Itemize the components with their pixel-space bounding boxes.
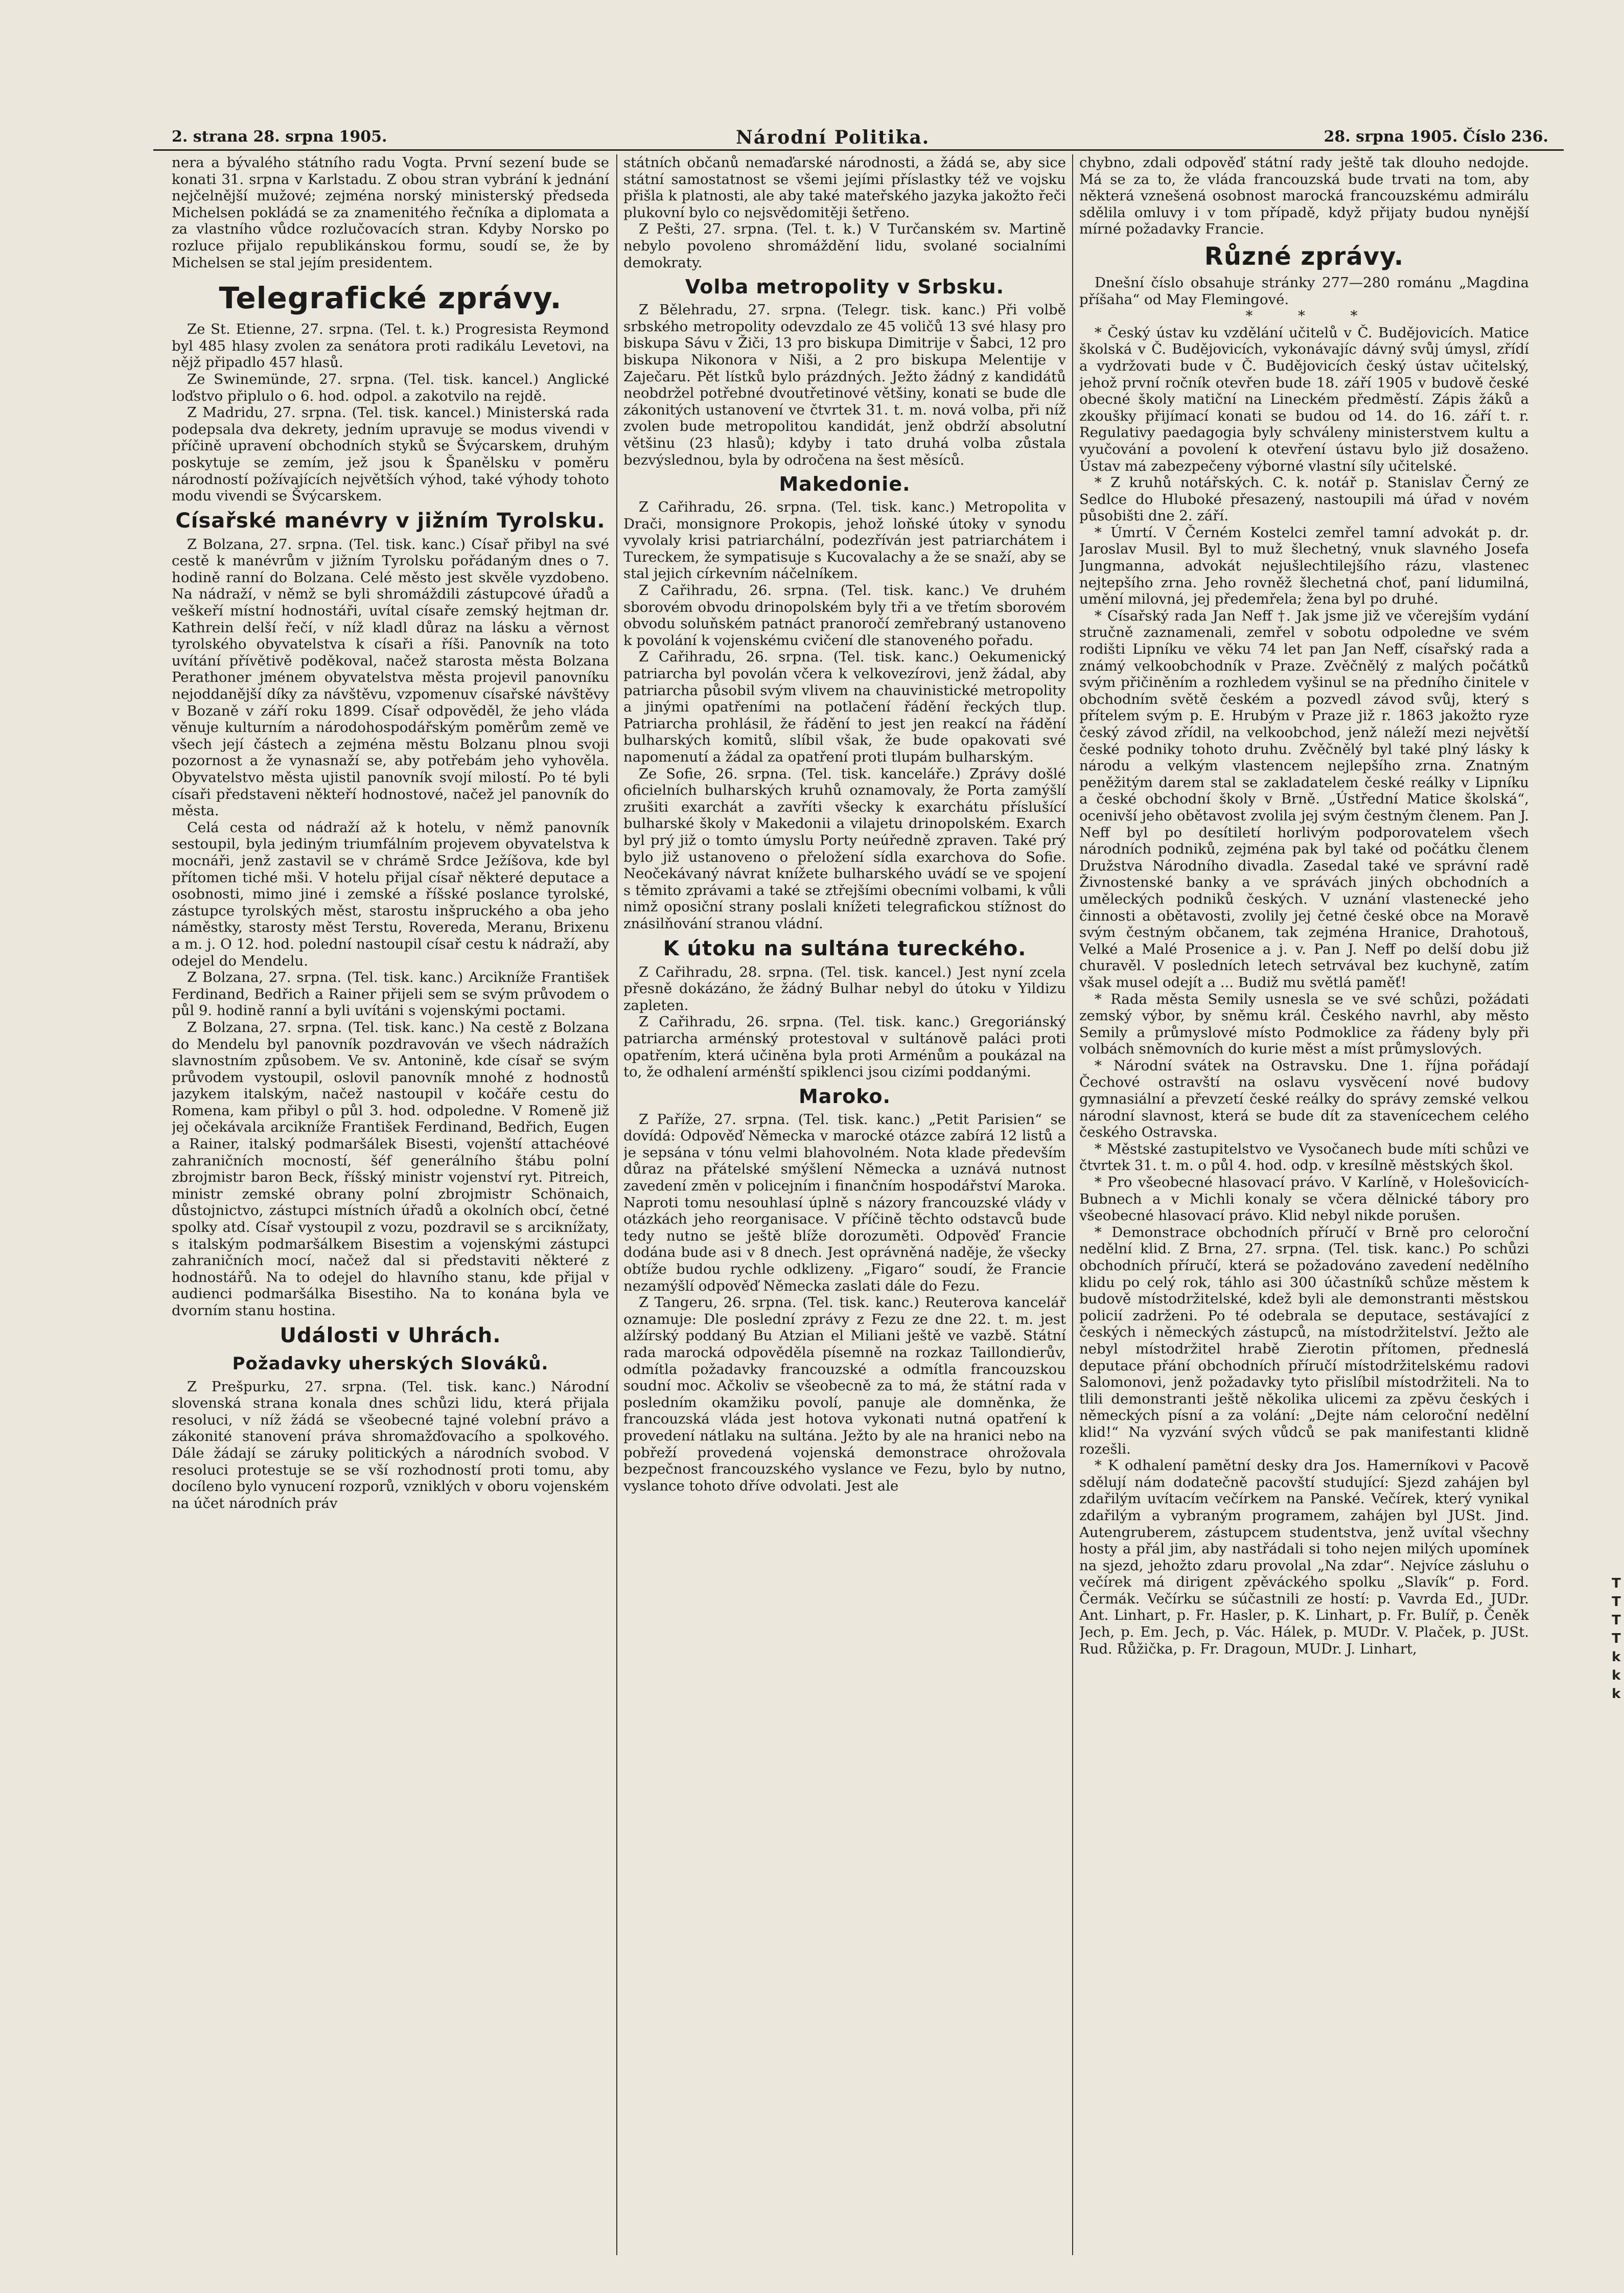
page-label: 2. strana 28. srpna 1905.	[172, 128, 387, 146]
section-heading: Události v Uhrách.	[280, 1323, 501, 1347]
article-text: Ze Swinemünde, 27. srpna. (Tel. tisk. kancel.) Anglické loďstvo připlulo o 6. hod. odpol. a zakotvilo na rejdě.	[172, 371, 609, 404]
separator-asterisks: * * *	[1245, 308, 1378, 325]
masthead: Národní Politika.	[736, 127, 930, 148]
article-text: * K odhalení pamětní desky dra Jos. Hamerníkovi v Pacově sdělují nám dodatečně pacovští studující: Sjezd zahájen byl zdařilým uvítacím večírkem na Panské. Večírek, který vynikal zdařilým a vybraným programem, zahájen byl JUSt. Jind. Autengruberem, zástupcem studentstva, jenž uvítal všechny hosty a přál jim, aby nastřádali si toho nejen milých upomínek na sjezd, jehožto zdaru provolal „Na zdar“. Nejvíce zásluhu o večírek má dirigent zpěváckého spolku „Slavík“ p. Ford. Čermák. Večírku se súčastnili ze hostí: p. Vavrda Ed., JUDr. Ant. Linhart, p. Fr. Hasler, p. K. Linhart, p. Fr. Bulíř, p. Čeněk Jech, p. Em. Jech, p. Vác. Hálek, p. MUDr. V. Plaček, p. JUSt. Rud. Růžička, p. Fr. Dragoun, MUDr. J. Linhart,	[1079, 1457, 1529, 1657]
article-text: Z Cařihradu, 28. srpna. (Tel. tisk. kancel.) Jest nyní zcela přesně dokázáno, že žádný Bulhar nebyl do útoku v Yildizu zapleten.	[623, 964, 1066, 1014]
article-text: Z Bělehradu, 27. srpna. (Telegr. tisk. kanc.) Při volbě srbského metropolity odevzdalo ze 45 voličů 13 své hlasy pro biskupa Sávu v Žiči, 13 pro biskupa Dimitrije v Šabci, 12 pro biskupa Nikonora v Niši, a 2 pro biskupa Melentije v Zaječaru. Pět lístků bylo prázdných. Ježto žádný z kandidátů neobdržel potřebné dvoutřetinové většiny, konati se bude dle zákonitých ustanovení ve čtvrtek 31. t. m. nová volba, při níž zvolen bude metropolitou kandidát, jenž obdrží absolutní většinu (23 hlasů); kdyby i tato druhá volba zůstala bezvýslednou, byla by odročena na šest měsíců.	[623, 302, 1066, 468]
article-text: Ze Sofie, 26. srpna. (Tel. tisk. kanceláře.) Zprávy došlé oficielních bulharských kruhů oznamovaly, že Porta zamýšlí zrušiti exarchát a zavříti všecky k exarchátu příslušící bulharské školy v Makedonii a vilajetu drinopolském. Exarch byl prý již o tomto úmyslu Porty neúředně zpraven. Také prý bylo již ustanoveno o přeložení sídla exarchova do Sofie. Neočekávaný návrat knížete bulharského uvádí se ve spojení s těmito zprávami a také se ztřejšími obecními volbami, k vůli nimž oposiční strany poslali knížeti telegrafickou stížnost do znásilňování stranou vládní.	[623, 765, 1066, 932]
article-text: * Demonstrace obchodních příručí v Brně pro celoroční nedělní klid. Z Brna, 27. srpna. (Tel. tisk. kanc.) Po schůzi obchodních příručí, která se požadováno zavedení nedělního klidu po celý rok, táhlo asi 300 účastníků schůze městem k budově místodržitelské, kdež byli ale demonstranti městskou policií zadrženi. Po té odebrala se deputace, sestávající z českých i německých zástupců, na místodržitelství. Ježto ale nebyl místodržitel hrabě Zierotin přítomen, předneslá deputace přání obchodních příručí místodržitelskému radovi Salomonovi, jenž požadavky tyto přislíbil místodržiteli. Na to tlili demonstranti ještě několika ulicemi za zpěvu českých i německých písní a za volání: „Dejte nám celoroční nedělní klid!“ Na vyzvání svých vůdců se pak manifestanti klidně rozešli.	[1079, 1224, 1529, 1457]
article-text: nera a bývalého státního radu Vogta. První sezení bude se konati 31. srpna v Karlstadu. Z obou stran vybrání k jednání nejčelnější mužové; zejména norský ministerský předseda Michelsen pokládá se za znamenitého řečníka a diplomata a za vlastního vůdce rozlučovacích stran. Kdyby Norsko po rozluce přijalo republikánskou formu, soudí se, že by Michelsen se stal jejím presidentem.	[172, 154, 609, 271]
article-text: Z Cařihradu, 26. srpna. (Tel. tisk. kanc.) Metropolita v Drači, monsignore Prokopis, jehož loňské útoky v synodu vyvolaly krisi patriarchální, podezříván jest patriarchátem i Tureckem, že sympatisuje s Kucovalachy a že se snaží, aby se stal jejich církevním náčelníkem.	[623, 499, 1066, 582]
article-text: Z Cařihradu, 26. srpna. (Tel. tisk. kanc.) Oekumenický patriarcha byl povolán včera k velkovezírovi, jenž žádal, aby patriarcha působil svým vlivem na chauvinistické metropolity a jinými opatřeními na potlačení řádění řeckých tlup. Patriarcha prohlásil, že řádění to jest jen reakcí na řádění bulharských komitů, slíbil však, že bude opakovati své napomenutí a žádal za opatření proti tlupám bulharským.	[623, 649, 1066, 765]
article-text: * Pro všeobecné hlasovací právo. V Karlíně, v Holešovicích-Bubnech a v Michli konaly se včera dělnické tábory pro všeobecné hlasovací právo. Klid nebyl nikde porušen.	[1079, 1174, 1529, 1224]
column-rule	[616, 154, 617, 2255]
section-subheading: Požadavky uherských Slováků.	[232, 1353, 549, 1374]
section-heading: Volba metropolity v Srbsku.	[685, 276, 1005, 299]
article-text: Celá cesta od nádraží až k hotelu, v němž panovník sestoupil, byla jediným triumfálním projevem obyvatelstva k mocnáři, jenž zastavil se v chrámě Srdce Ježíšova, kde byl přítomen tiché mši. V hotelu přijal císař některé deputace a osobnosti, mimo jiné i zemské a říšské poslance tyrolské, zástupce tyrolských měst, starostu inšpruckého a oba jeho náměstky, starosty měst Terstu, Rovereda, Meranu, Brixenu a m. j. O 12. hod. polední nastoupil císař cestu k nádraží, aby odejel do Mendelu.	[172, 819, 609, 969]
article-text: * Úmrtí. V Černém Kostelci zemřel tamní advokát p. dr. Jaroslav Musil. Byl to muž šlechetný, vnuk slavného Josefa Jungmanna, advokát nejušlechtilejšího rázu, vlastenec nejtepšího zrna. Jeho rovněž šlechetná choť, paní lidumilná, umění milovná, jej předemřela; žena byl po druhé.	[1079, 524, 1529, 608]
issue-label: 28. srpna 1905. Číslo 236.	[1324, 128, 1548, 146]
article-text: Z Pešti, 27. srpna. (Tel. t. k.) V Turčanském sv. Martině nebylo povoleno shromáždění lidu, svolané socialními demokraty.	[623, 221, 1066, 271]
section-heading: Císařské manévry v jižním Tyrolsku.	[175, 509, 606, 533]
article-text: Dnešní číslo obsahuje stránky 277—280 románu „Magdina příšaha“ od May Flemingové.	[1079, 274, 1529, 308]
article-text: Z Tangeru, 26. srpna. (Tel. tisk. kanc.) Reuterova kancelář oznamuje: Dle poslední zprávy z Fezu ze dne 22. t. m. jest alžírský poddaný Bu Atzian el Miliani ještě ve vazbě. Státní rada marocká odpověděla písemně na rozkaz Taillondierův, odmítla požadavky francouzské a odmítla francouzskou soudní moc. Ačkoliv se všeobecně za to má, že státní rada v posledním okamžiku povolí, panuje ale domněnka, že francouzská vláda jest hotova vykonati nutná opatření k provedení nátlaku na sultána. Ježto by ale na hranici nebo na pobřeží provedená vojenská demonstrace ohrožovala bezpečnost francouzského vyslance ve Fezu, bylo by nutno, vyslance tohoto dříve odvolati. Jest ale	[623, 1294, 1066, 1494]
article-text: Z Bolzana, 27. srpna. (Tel. tisk. kanc.) Arcikníže František Ferdinand, Bedřich a Rainer přijeli sem se svým průvodem o půl 9. hodině ranní a byli uvítáni s vojenskými poctami.	[172, 969, 609, 1019]
column-2	[623, 154, 1066, 2255]
article-text: Ze St. Etienne, 27. srpna. (Tel. t. k.) Progresista Reymond byl 485 hlasy zvolen za senátora proti radikálu Levetovi, na nějž připadlo 457 hlasů.	[172, 321, 609, 371]
article-text: * Rada města Semily usnesla se ve své schůzi, požádati zemský výbor, by sněmu král. Českého navrhl, aby město Semily a průmyslové místo Podmoklice za řádeny byly při volbách sněmovních do kurie měst a míst průmyslových.	[1079, 991, 1529, 1058]
article-text: Z Paříže, 27. srpna. (Tel. tisk. kanc.) „Petit Parisien“ se dovídá: Odpověď Německa v marocké otázce zabírá 12 listů a je sepsána v tónu velmi blahovolném. Nota klade především důraz na přátelské smýšlení Německa a uznává nutnost zavedení změn v policejním i finančním hospodářství Maroka. Naproti tomu nesouhlasí úplně s názory francouzské vlády v otázkách jeho reorganisace. V příčině těchto odstavců bude tedy nutno se ještě blíže dorozuměti. Odpověď Francie dodána bude asi v 8 dnech. Jest oprávněná naděje, že všecky obtíže budou rychle odklizeny. „Figaro“ soudí, že Francie nezamýšlí odpověď Německa zaslati dále do Fezu.	[623, 1111, 1066, 1294]
article-text: * Český ústav ku vzdělání učitelů v Č. Budějovicích. Matice školská v Č. Budějovicích, vykonávajíc dávný svůj úmysl, zřídí a vydržovati bude v Č. Budějovicích český ústav učitelský, jehož první ročník otevřen bude 18. září 1905 v budově české obecné školy matiční na Lineckém předměstí. Zápis žáků a zkoušky přijímací konati se budou od 14. do 16. září t. r. Regulativy paedagogia byly schváleny ministerstvem kultu a vyučování a povolení k otevření ústavu bylo již dosaženo. Ústav má zabezpečeny výborné vlastní síly učitelské.	[1079, 324, 1529, 474]
article-text: státních občanů nemaďarské národnosti, a žádá se, aby sice státní samostatnost se všemi jejími příslastky též ve vojsku přišla k platnosti, ale aby také mateřského jazyka jakožto řeči plukovní bylo co nejsvědomitěji šetřeno.	[623, 154, 1066, 221]
article-text: * Císařský rada Jan Neff †. Jak jsme již ve včerejším vydání stručně zaznamenali, zemřel v sobotu odpoledne ve svém rodišti Lipníku ve věku 74 let pan Jan Neff, císařský rada a známý velkoobchodník v Praze. Zvěčnělý z malých počátků svým přičiněním a rozhledem vyšinul se na předního činitele v obchodním světě českém a pozvedl závod svůj, který s přítelem svým p. E. Hrubým v Praze již r. 1863 jakožto ryze český závod zřídil, na velkoobchod, jenž náleží mezi největší české podniky tohoto druhu. Zvěčnělý byl také plný lásky k národu a velkým vlastencem nejlepšího zrna. Znatným peněžitým darem stal se zakladatelem české reálky v Lipníku a české obchodní školy v Brně. „Ústřední Matice školská“, ocenivší jeho obětavost zvolila jej svým čestným členem. Pan J. Neff byl po desítiletí horlivým podporovatelem všech národních podniků, zejména pak byl také od počátku členem Družstva Národního divadla. Zasedal také ve správní radě Živnostenské banky a ve správách jiných obchodních a uměleckých podniků českých. V uznání vlastenecké jeho činnosti a obětavosti, zvolily jej četné české obce na Moravě svým čestným občanem, tak zejména Hranice, Drahotouš, Velké a Malé Prosenice a j. v. Pan J. Neff po delší dobu již churavěl. V posledních letech setrvával bez kuchyně, zatím však musel odejít a ... Budiž mu světlá paměť!	[1079, 607, 1529, 991]
column-3	[1079, 154, 1529, 2255]
margin-letters: T T T T k k k	[1612, 1576, 1621, 1702]
column-1	[172, 154, 609, 2255]
section-heading: Různé zprávy.	[1204, 242, 1404, 271]
section-heading: Telegrafické zprávy.	[219, 281, 562, 316]
article-text: Z Bolzana, 27. srpna. (Tel. tisk. kanc.) Na cestě z Bolzana do Mendelu byl panovník pozdravován ve všech nádražích slavnostním způsobem. Ve sv. Antonině, kde císař se svým průvodem vystoupil, oslovil panovník mnohé z hodnostů jazykem italským, načež nastoupil v kočáře cestu do Romena, kam přibyl o půl 3. hod. odpoledne. V Romeně již jej očekávala arcikníže František Ferdinand, Bedřich, Eugen a Rainer, italský podmaršálek Bisesti, vojenští attachéové zahraničních mocností, šéf generálního štábu polní zbrojmistr baron Beck, říšský ministr vojenství ryt. Pitreich, ministr zemské obrany polní zbrojmistr Schönaich, důstojnictvo, zástupci místních úřadů a okolních obcí, četné spolky atd. Císař vystoupil z vozu, pozdravil se s arciknížaty, s italským podmaršálkem Bisestim a vojenskými zástupci zahraničních mocí, načež dal si představiti některé z hodnostářů. Na to odejel do hlavního stanu, kde přijal v audienci podmaršálka Bisestiho. Na to konána byla ve dvorním stanu hostina.	[172, 1019, 609, 1319]
article-text: Z Cařihradu, 26. srpna. (Tel. tisk. kanc.) Gregoriánský patriarcha arménský protestoval v sultánově paláci proti opatřením, která učiněna byla proti Arménům a poukázal na to, že odhalení arménští spiklenci jsou cizími poddanými.	[623, 1014, 1066, 1081]
section-heading: K útoku na sultána tureckého.	[663, 936, 1027, 960]
article-text: Z Bolzana, 27. srpna. (Tel. tisk. kanc.) Císař přibyl na své cestě k manévrům v jižním Tyrolsku pořádaným dnes o 7. hodině ranní do Bolzana. Celé město jest skvěle vyzdobeno. Na nádraží, v němž se byli shromáždili zástupcové úřadů a veškeří místní hodnostáři, uvítal císaře zemský hejtman dr. Kathrein delší řečí, v níž kladl důraz na lásku a věrnost tyrolského obyvatelstva k císaři a říši. Panovník na toto uvítání přívětivě poděkoval, načež starosta města Bolzana Perathoner jménem obyvatelstva města projevil panovníku nejoddanější díky za návštěvu, vzpomenuv císařské návštěvy v Bozaně v září roku 1899. Císař odpověděl, že jeho vláda věnuje kulturním a národohospodářským poměrům země ve všech její částech a zejména městu Bolzanu plnou svoji pozornost a že vynasnaží se, aby potřebám jeho vyhověla. Obyvatelstvo města ujistil panovník svojí milostí. Po té byli císaři představeni někteří hodnostové, načež jel panovník do města.	[172, 536, 609, 819]
article-text: * Městské zastupitelstvo ve Vysočanech bude míti schůzi ve čtvrtek 31. t. m. o půl 4. hod. odp. v kresílně městských škol.	[1079, 1140, 1529, 1174]
article-text: Z Cařihradu, 26. srpna. (Tel. tisk. kanc.) Ve druhém sborovém obvodu drinopolském byly tři a ve třetím sborovém obvodu soluňském patnáct pranoročí zemřebraný ustanoveno k povolání k vojenskému cvičení dle stanoveného pořadu.	[623, 582, 1066, 649]
article-text: Z Prešpurku, 27. srpna. (Tel. tisk. kanc.) Národní slovenská strana konala dnes schůzi lidu, která přijala resoluci, v níž žádá se všeobecné tajné volební právo a zákonité stanovení práva shromažďovacího a spolkového. Dále žádají se záruky politických a národních svobod. V resoluci protestuje se se vší rozhodností proti tomu, aby docíleno bylo vynucení rozporů, vzniklých v oboru vojenském na účet národních práv	[172, 1378, 609, 1511]
newspaper-page	[153, 123, 1564, 2259]
article-text: Z Madridu, 27. srpna. (Tel. tisk. kancel.) Ministerská rada podepsala dva dekrety, jedním upravuje se modus vivendi v příčině upravení obchodních styků se Švýcarskem, druhým poskytuje se zemím, jež jsou k Španělsku v poměru národností požívajících největších výhod, také výhody tohoto modu vivendi se Švýcarskem.	[172, 404, 609, 505]
article-text: * Národní svátek na Ostravsku. Dne 1. října pořádají Čechové ostravští na oslavu vysvěcení nové budovy gymnasiální a převzetí české reálky do správy zemské velkou národní slavnost, která se bude dít za stavenícechem celého českého Ostravska.	[1079, 1057, 1529, 1141]
section-heading: Makedonie.	[779, 473, 911, 496]
article-text: chybno, zdali odpověď státní rady ještě tak dlouho nedojde. Má se za to, že vláda francouzská bude trvati na tom, aby některá vznešená osobnost marocká francouzskému admirálu sdělila omluvy i v tom případě, když přijaty budou nynější mírné požadavky Francie.	[1079, 154, 1529, 238]
column-rule	[1072, 154, 1073, 2255]
page-header	[153, 123, 1564, 151]
article-text: * Z kruhů notářských. C. k. notář p. Stanislav Černý ze Sedlce do Hluboké přesazený, nastoupili má úřad v novém působišti dne 2. září.	[1079, 474, 1529, 524]
section-heading: Maroko.	[798, 1085, 891, 1108]
